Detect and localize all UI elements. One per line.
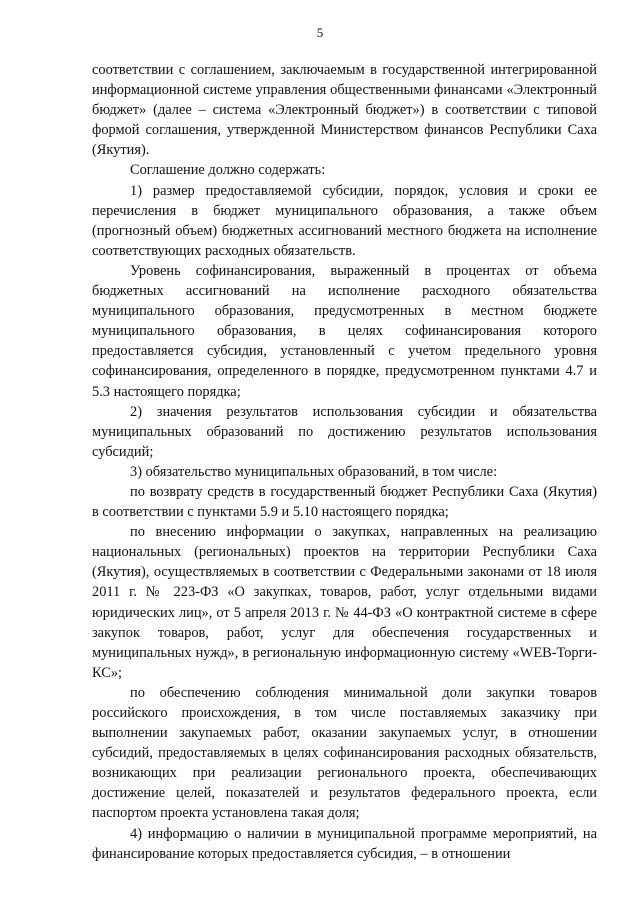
paragraph: Соглашение должно содержать: (130, 162, 326, 179)
document-body (92, 60, 597, 864)
paragraph: 4) информацию о наличии в муниципальной программе мероприятий, на финансирование которых предоставляется субсидия, – в отношении (92, 825, 597, 862)
paragraph: 2) значения результатов использования субсидии и обязательства муниципальных образований по достижению результатов использования субсидий; (92, 403, 597, 460)
paragraph: 3) обязательство муниципальных образований, в том числе: (130, 463, 498, 480)
paragraph: по возврату средств в государственный бюджет Республики Саха (Якутия) в соответствии с пунктами 5.9 и 5.10 настоящего порядка; (92, 483, 597, 521)
paragraph: соответствии с соглашением, заключаемым в государственной интегрированной информационной системе управления общественными финансами «Электронный бюджет» (далее – система «Электронный бюджет») в соответствии с типовой формой соглашения, утвержденной Министерством финансов Республики Саха (Якутия). (92, 62, 597, 159)
page-number: 5 (316, 25, 324, 40)
paragraph: 1) размер предоставляемой субсидии, порядок, условия и сроки ее перечисления в бюджет муниципального образования, а также объем (прогнозный объем) бюджетных ассигнований местного бюджета на исполнение соответствующих расходных обязательств. (92, 182, 597, 259)
paragraph: по обеспечению соблюдения минимальной доли закупки товаров российского происхождения, в том числе поставляемых заказчику при выполнении закупаемых работ, оказании закупаемых услуг, в отношении субсидий, предоставляемых в целях софинансирования расходных обязательств, возникающих при реализации регионального проекта, обеспечивающих достижение целей, показателей и результатов федерального проекта, если паспортом проекта установлена такая доля; (92, 684, 597, 822)
paragraph: по внесению информации о закупках, направленных на реализацию национальных (региональных) проектов на территории Республики Саха (Якутия), осуществляемых в соответствии с Федеральными законами от 18 июля 2011 г. № 223-ФЗ «О закупках, товаров, работ, услуг отдельными видами юридических лиц», от 5 апреля 2013 г. № 44-ФЗ «О контрактной системе в сфере закупок товаров, работ, услуг для обеспечения государственных и муниципальных нужд», в региональную информационную систему «WEB-Торги-КС»; (92, 524, 597, 681)
paragraph: Уровень софинансирования, выраженный в процентах от объема бюджетных ассигнований на исполнение расходного обязательства муниципального образования, предусмотренных в местном бюджете муниципального образования, в целях софинансирования которого предоставляется субсидия, установленный с учетом предельного уровня софинансирования, определенного в порядке, предусмотренном пунктами 4.7 и 5.3 настоящего порядка; (92, 262, 597, 400)
